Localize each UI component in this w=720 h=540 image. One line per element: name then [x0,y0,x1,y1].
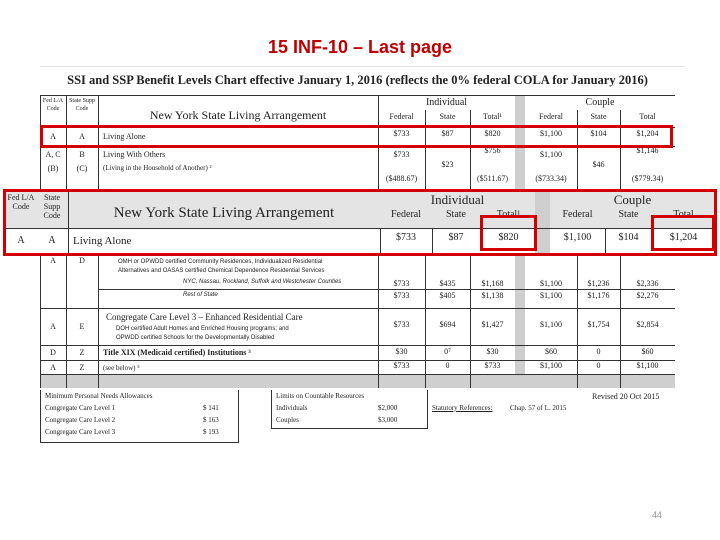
rule [98,289,675,290]
cell: $1,204 [636,129,659,138]
cell: $733 [393,320,410,329]
cell: A, C [45,150,61,159]
header-state: State [446,209,466,220]
cell: E [79,322,85,331]
header-state: State [590,112,607,121]
revised-date: Revised 20 Oct 2015 [592,392,660,401]
cell: $756 [484,146,501,155]
header-total: Total¹ [483,112,502,121]
cell: $46 [592,160,605,169]
rule [40,374,675,375]
highlight-box-callout [3,189,717,256]
cell: $104 [590,129,607,138]
cell: $1,754 [587,320,610,329]
page-number: 44 [652,510,663,520]
allowance-label: Congregate Care Level 2 [45,416,116,424]
cell: 0⁷ [444,347,451,356]
cell: $1,138 [481,291,504,300]
cell: $23 [441,160,454,169]
row-label: (Living in the Household of Another) ² [103,164,212,172]
cell: $733 [484,361,501,370]
cell: $1,100 [563,232,592,243]
resource-label: Couples [276,416,299,424]
countable-resources [271,390,428,429]
cell: $1,100 [540,320,562,329]
row-sublabel: Rest of State [183,292,218,298]
cell: $2,276 [636,291,659,300]
allowances-title: Minimum Personal Needs Allowances [45,392,153,400]
rule [40,345,675,346]
cell: $87 [448,232,464,243]
cell: ($779.34) [631,174,664,183]
cell: $820 [498,232,519,243]
cell: $1,236 [587,279,610,288]
cell: $2,854 [636,320,659,329]
header-state: State [439,112,456,121]
header-state: State [618,209,639,220]
cell: $733 [393,291,410,300]
cell: $1,168 [481,279,504,288]
header-state-code: State Supp Code [43,193,61,220]
allowance-value: $ 141 [203,404,219,412]
cell: $733 [396,232,416,243]
allowance-value: $ 193 [203,428,219,436]
allowance-label: Congregate Care Level 3 [45,428,116,436]
row-label: Living Alone [103,132,146,141]
cell: $1,100 [540,150,562,159]
row-description: DOH certified Adult Homes and Enriched Housing programs; and [116,326,289,332]
cell: Z [79,363,85,372]
header-arrangement: New York State Living Arrangement [149,108,327,122]
cell: B [79,150,85,159]
highlight-box-living-alone [40,125,673,148]
row-label: (see below) ⁵ [103,364,140,372]
cell: 0 [596,361,601,370]
cell: $1,100 [540,129,562,138]
header-individual: Individual [430,192,485,207]
document-title: SSI and SSP Benefit Levels Chart effective January 1, 2016 (reflects the 0% federal COLA for January 2016) [67,73,648,87]
cell: A [50,363,56,372]
row-label: Title XIX (Medicaid certified) Institutions ³ [103,348,251,357]
rule [40,308,675,309]
header-individual: Individual [425,97,468,108]
header-arrangement: New York State Living Arrangement [113,205,335,221]
statutory-value: Chap. 57 of L. 2015 [510,404,567,412]
row-label: Congregate Care Level 3 – Enhanced Residential Care [106,312,303,322]
cell: $733 [393,279,410,288]
cell: 0 [445,361,450,370]
highlight-box-individual-total [480,215,537,251]
header-fed-code: Fed L/A Code [42,98,64,112]
header-federal: Federal [562,209,593,220]
cell: $60 [641,347,654,356]
gray-row [40,374,675,388]
header-federal: Federal [389,112,414,121]
cell: $694 [439,320,456,329]
cell: $733 [393,150,410,159]
cell: (B) [47,164,59,173]
row-sublabel: NYC, Nassau, Rockland, Suffolk and Westchester Counties [183,279,342,285]
cell: $820 [484,129,501,138]
cell: ($488.67) [385,174,418,183]
cell: $1,100 [540,361,562,370]
cell: A [79,132,85,141]
cell: $435 [439,279,456,288]
header-couple: Couple [585,97,615,108]
cell: $1,176 [587,291,610,300]
cell: $405 [439,291,456,300]
cell: $1,204 [669,232,698,243]
cell: $733 [393,361,410,370]
cell: D [50,348,56,357]
allowance-value: $ 163 [203,416,219,424]
row-label: Living With Others [103,150,166,159]
row-description: Alternatives and OASAS certified Chemical Dependence Residential Services [118,268,325,274]
cell: A [17,235,25,246]
cell: A [50,132,56,141]
header-federal: Federal [539,112,563,121]
cell: ($733.34) [535,174,567,183]
cell: $104 [618,232,639,243]
cell: D [79,256,85,265]
statutory-label: Statutory References: [432,404,493,412]
row-description: OMH or OPWDD certified Community Residences, Individualized Residential [118,259,323,265]
cell: A [48,235,56,246]
cell: $2,336 [636,279,659,288]
row-description: OPWDD certified Schools for the Developmentally Disabled [116,335,275,341]
resource-value: $2,000 [378,404,398,412]
cell: $1,146 [636,146,659,155]
header-state-code: State Supp Code [69,98,95,112]
cell: $60 [545,347,557,356]
row-label: Living Alone [73,235,132,247]
cell: $30 [486,347,499,356]
cell: A [50,322,56,331]
resources-title: Limits on Countable Resources [276,392,365,400]
header-total: Total [639,112,656,121]
header-total: Total¹ [496,209,521,220]
resource-label: Individuals [276,404,308,412]
cell: $733 [393,129,410,138]
cell: A [50,256,56,265]
resource-value: $3,000 [378,416,398,424]
highlight-box-couple-total [651,215,715,251]
cell: Z [79,348,85,357]
header-federal: Federal [391,209,421,220]
personal-needs-allowances [40,390,239,443]
cell: (C) [76,164,88,173]
slide-title: 15 INF-10 – Last page [267,37,453,57]
cell: $30 [395,347,408,356]
cell: $1,100 [540,291,562,300]
cell: $1,100 [636,361,659,370]
allowance-label: Congregate Care Level 1 [45,404,116,412]
cell: $1,100 [540,279,562,288]
cell: $87 [441,129,454,138]
cell: 0 [596,347,601,356]
cell: ($511.67) [476,174,509,183]
cell: $1,427 [481,320,504,329]
header-couple: Couple [613,192,652,207]
rule [40,95,675,96]
header-total: Total [673,209,694,220]
header-fed-code: Fed L/A Code [7,193,35,211]
